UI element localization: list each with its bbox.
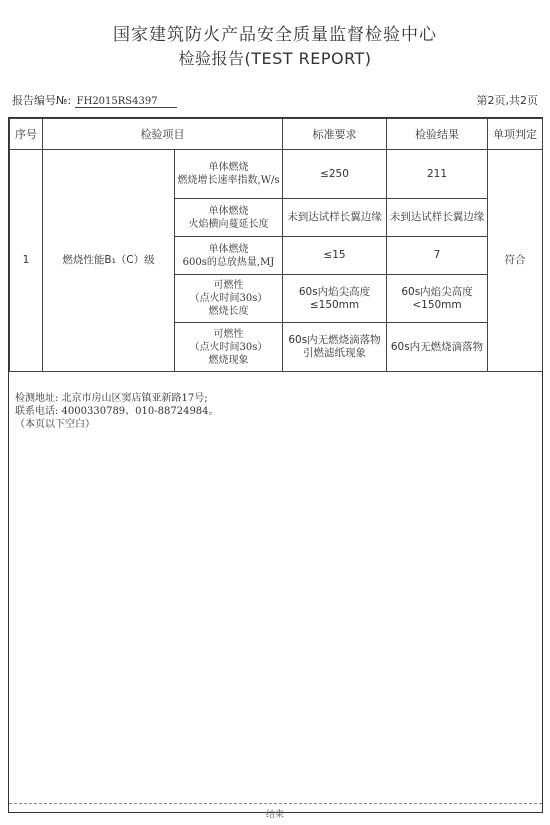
end-marker: 结束 bbox=[265, 810, 284, 820]
table-row bbox=[10, 150, 543, 199]
page-info: 第2页,共2页 bbox=[476, 94, 538, 107]
standard-cell: ≤15 bbox=[283, 237, 387, 275]
row-verdict: 符合 bbox=[488, 150, 543, 372]
sub-item-cell: 单体燃烧 火焰横向蔓延长度 bbox=[175, 199, 283, 237]
header-verdict: 单项判定 bbox=[488, 119, 543, 150]
table-header-row bbox=[10, 119, 543, 150]
row-item: 燃烧性能B₁（C）级 bbox=[43, 150, 175, 372]
test-address: 检测地址: 北京市房山区窦店镇亚新路17号; bbox=[15, 393, 208, 404]
sub-item-cell: 可燃性 （点火时间30s） 燃烧现象 bbox=[175, 323, 283, 372]
sub-item-cell: 可燃性 （点火时间30s） 燃烧长度 bbox=[175, 275, 283, 323]
result-cell: 60s内焰尖高度<150mm bbox=[387, 275, 488, 323]
contact-phone: 联系电话: 4000330789、010-88724984。 bbox=[15, 406, 219, 417]
report-number-value: FH2015RS4397 bbox=[75, 96, 177, 108]
standard-cell: 60s内焰尖高度≤150mm bbox=[283, 275, 387, 323]
header-result: 检验结果 bbox=[387, 119, 488, 150]
report-title: 国家建筑防火产品安全质量监督检验中心 bbox=[113, 25, 437, 45]
report-subtitle: 检验报告(TEST REPORT) bbox=[178, 49, 372, 68]
results-table bbox=[9, 118, 543, 372]
result-cell: 未到达试样长翼边缘 bbox=[387, 199, 488, 237]
result-cell: 60s内无燃烧滴落物 bbox=[387, 323, 488, 372]
notes-section bbox=[15, 392, 219, 431]
sub-item-cell: 单体燃烧 燃烧增长速率指数,W/s bbox=[175, 150, 283, 199]
header-index: 序号 bbox=[10, 119, 43, 150]
sub-item-cell: 单体燃烧 600s的总放热量,MJ bbox=[175, 237, 283, 275]
standard-cell: ≤250 bbox=[283, 150, 387, 199]
report-number-label: 报告编号№: bbox=[12, 94, 72, 107]
row-index: 1 bbox=[10, 150, 43, 372]
standard-cell: 未到达试样长翼边缘 bbox=[283, 199, 387, 237]
header-item: 检验项目 bbox=[43, 119, 283, 150]
result-cell: 211 bbox=[387, 150, 488, 199]
header-standard: 标准要求 bbox=[283, 119, 387, 150]
result-cell: 7 bbox=[387, 237, 488, 275]
report-sheet bbox=[8, 117, 543, 813]
standard-cell: 60s内无燃烧滴落物引燃滤纸现象 bbox=[283, 323, 387, 372]
footer-divider bbox=[9, 803, 542, 804]
blank-remark: （本页以下空白） bbox=[15, 419, 95, 430]
report-number bbox=[12, 92, 177, 108]
